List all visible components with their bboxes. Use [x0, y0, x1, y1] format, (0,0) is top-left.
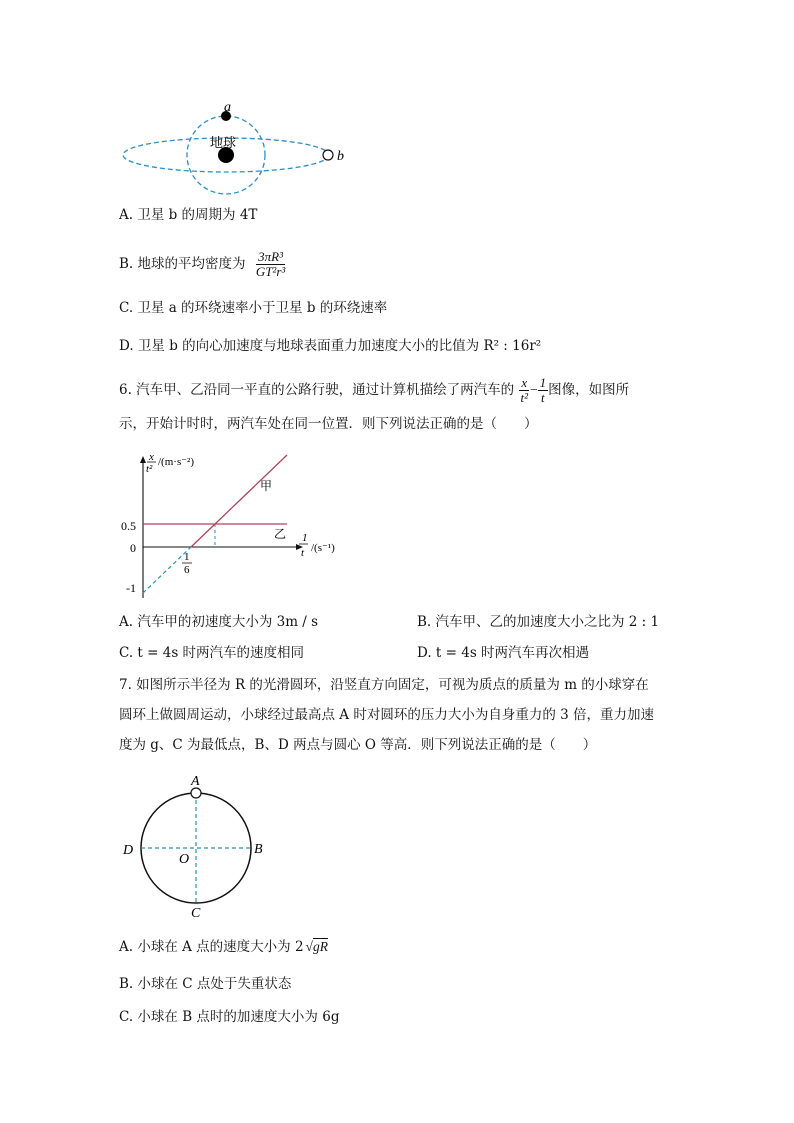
- q6-frac-1t: [538, 376, 549, 405]
- x-label-num: 1: [302, 532, 308, 544]
- q7-option-a: [119, 937, 328, 957]
- q6-option-c: C. t = 4s 时两汽车的速度相同: [119, 645, 305, 661]
- y-label-den: t²: [146, 463, 153, 475]
- q7-stem-line1: 7. 如图所示半径为 R 的光滑圆环，沿竖直方向固定，可视为质点的质量为 m 的小球穿在: [119, 677, 649, 693]
- density-den: GT²r³: [255, 264, 286, 279]
- x-label-den: t: [301, 547, 305, 559]
- q5-option-a: A. 卫星 b 的周期为 4T: [119, 207, 258, 223]
- q6-frac1-den: t²: [520, 390, 528, 405]
- q5-option-c: C. 卫星 a 的环绕速率小于卫星 b 的环绕速率: [119, 300, 388, 316]
- series-label-yi: 乙: [274, 527, 287, 541]
- ball-at-a: [191, 788, 201, 798]
- q6-stem-line2: 示，开始计时时，两汽车处在同一位置．则下列说法正确的是（ ）: [119, 416, 538, 432]
- q7-option-b: B. 小球在 C 点处于失重状态: [119, 976, 292, 992]
- point-d-label: D: [123, 843, 134, 858]
- satellite-b: [323, 150, 333, 160]
- y-axis-label: [146, 451, 194, 475]
- q6-option-d: D. t = 4s 时两汽车再次相遇: [417, 645, 590, 661]
- q6-stem-line1: [119, 376, 629, 405]
- q7-stem-line3: 度为 g、C 为最低点，B、D 两点与圆心 O 等高．则下列说法正确的是（ ）: [119, 737, 597, 753]
- xtick-den: 6: [184, 564, 190, 576]
- sqrt-radicand: gR: [312, 939, 328, 954]
- earth-label: 地球: [210, 136, 237, 151]
- series-label-jia: 甲: [260, 479, 273, 493]
- satellite-orbit-figure: [118, 98, 358, 198]
- xtick-1-6: [182, 551, 192, 576]
- y-axis-arrow: [140, 456, 146, 463]
- q7-option-c: C. 小球在 B 点时的加速度大小为 6g: [119, 1009, 340, 1025]
- q5-option-b-text: B. 地球的平均密度为: [119, 256, 246, 272]
- q6-frac-xt2: [518, 376, 530, 405]
- q7-stem-line2: 圆环上做圆周运动，小球经过最高点 A 时对圆环的压力大小为自身重力的 3 倍，重力加速: [119, 707, 655, 723]
- y-label-unit: /(m·s⁻²): [158, 456, 194, 468]
- label-a: a: [224, 100, 231, 115]
- x-axis-label: [299, 532, 335, 559]
- q6-minus: −: [529, 382, 538, 397]
- q6-option-b: B. 汽车甲、乙的加速度大小之比为 2 : 1: [417, 614, 660, 630]
- q6-frac1-num: x: [521, 375, 528, 390]
- xtick-num: 1: [184, 551, 190, 563]
- series-jia-line: [191, 455, 287, 547]
- q6-frac2-den: t: [541, 390, 545, 405]
- ring-figure: [118, 770, 278, 922]
- ytick-neg1: -1: [126, 581, 136, 595]
- q6-stem-suffix: 图像，如图所: [548, 382, 630, 398]
- y-label-num: x: [149, 451, 154, 463]
- xt2-vs-1t-chart: [118, 448, 348, 603]
- q6-stem-prefix: 6. 汽车甲、乙沿同一平直的公路行驶，通过计算机描绘了两汽车的: [119, 382, 515, 398]
- q7-option-a-text: A. 小球在 A 点的速度大小为 2: [119, 939, 304, 955]
- q5-option-b: [119, 250, 287, 279]
- point-b-label: B: [254, 842, 263, 857]
- sqrt-sign: √: [305, 939, 313, 954]
- point-a-label: A: [191, 774, 200, 789]
- series-layer: [143, 455, 287, 593]
- point-o-label: O: [179, 852, 190, 867]
- q5-option-d: D. 卫星 b 的向心加速度与地球表面重力加速度大小的比值为 R² : 16r²: [119, 338, 542, 354]
- q6-frac2-num: 1: [539, 375, 547, 390]
- point-c-label: C: [191, 906, 201, 921]
- x-label-unit: /(s⁻¹): [311, 542, 335, 554]
- label-b: b: [337, 149, 344, 164]
- ytick-0.5: 0.5: [121, 519, 136, 533]
- density-num: 3πR³: [258, 249, 283, 264]
- q6-option-a: A. 汽车甲的初速度大小为 3m / s: [119, 614, 319, 630]
- density-fraction: [254, 250, 287, 279]
- ytick-0: 0: [130, 541, 136, 555]
